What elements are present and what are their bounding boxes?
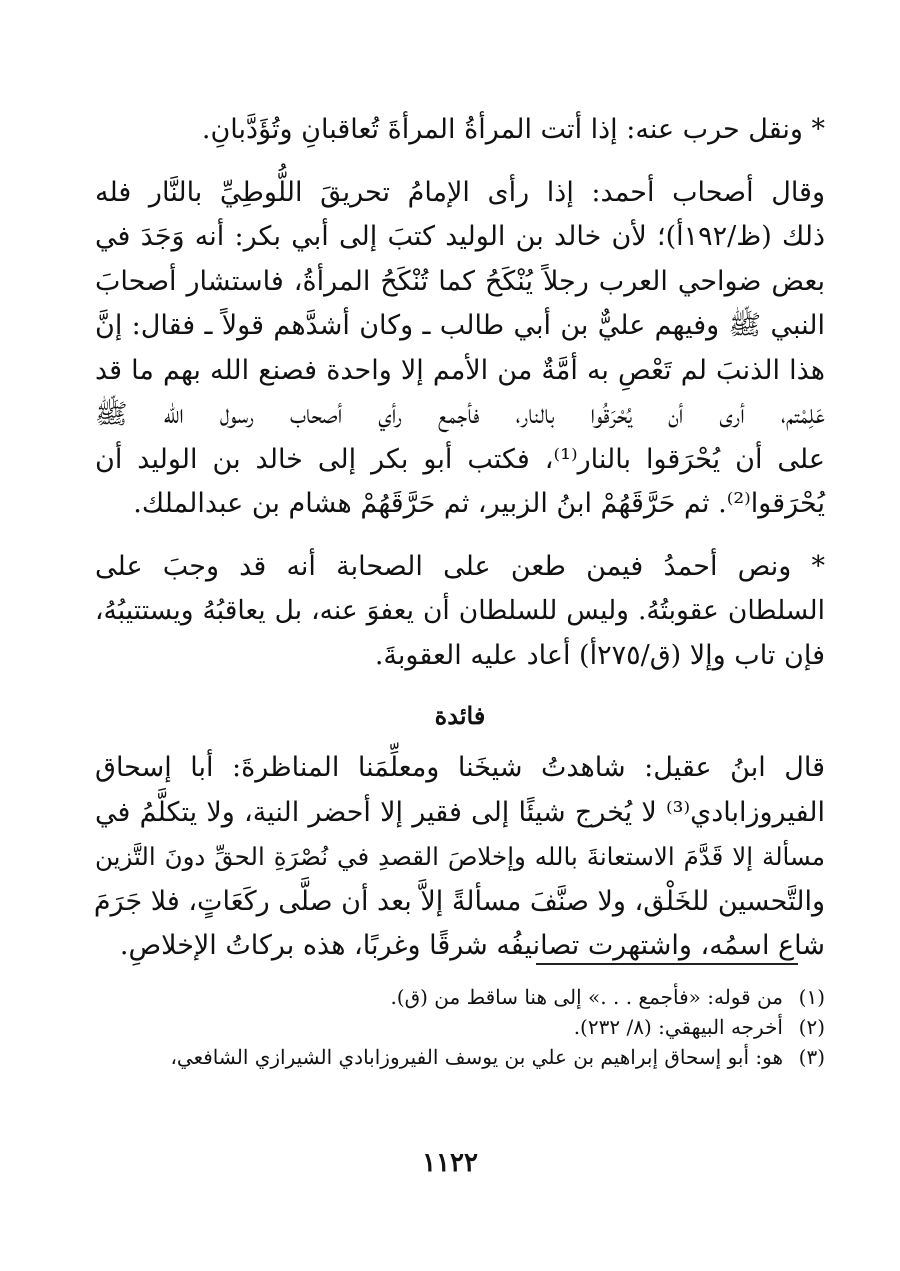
- text-line: بعض ضواحي العرب رجلاً يُنْكَحُ كما تُنْكَحُ المرأةُ، فاستشار أصحابَ: [95, 265, 825, 297]
- text-line: وقال أصحاب أحمد: إذا رأى الإمامُ تحريقَ اللُّوطِيِّ بالنَّار فله: [95, 176, 825, 208]
- footnote-2: [95, 1012, 825, 1042]
- footnote-number: (٢): [798, 1015, 825, 1039]
- text-line: عَلِمْتم، أرى أن يُحْرَقُوا بالنار، فأجمع رأي أصحاب رسول الله ﷺ: [95, 399, 825, 430]
- footnote-text: من قوله: «فأجمع . . .» إلى هنا ساقط من (ق).: [390, 985, 783, 1009]
- paragraph-ashab-ahmad: [95, 171, 825, 527]
- text-line: على أن يُحْرَقوا بالنار⁽¹⁾، فكتب أبو بكر إلى خالد بن الوليد أن: [95, 443, 825, 475]
- text-line: * ونص أحمدُ فيمن طعن على الصحابة أنه قد وجبَ على: [95, 550, 825, 582]
- footnote-separator: [536, 963, 798, 965]
- text-line: الفيروزابادي⁽³⁾ لا يُخرج شيئًا إلى فقير إلا أحضر النية، ولا يتكلَّمُ في: [95, 796, 825, 828]
- footnote-number: (٣): [798, 1045, 825, 1069]
- text-line: هذا الذنبَ لم تَعْصِ به أمَّةٌ من الأمم إلا واحدة فصنع الله بهم ما قد: [95, 354, 825, 386]
- footnote-text: هو: أبو إسحاق إبراهيم بن علي بن يوسف الفيروزابادي الشيرازي الشافعي،: [170, 1045, 783, 1069]
- page-number: ١١٢٢: [422, 1148, 478, 1178]
- text-line: شاع اسمُه، واشتهرت تصانيفُه شرقًا وغربًا، هذه بركاتُ الإخلاصِ.: [119, 930, 825, 961]
- footnote-3-continued: [95, 1072, 825, 1102]
- text-line: يُحْرَقوا⁽²⁾. ثم حَرَّقَهُمْ ابنُ الزبير، ثم حَرَّقَهُمْ هشام بن عبدالملك.: [133, 488, 825, 519]
- footnote-1: [95, 982, 825, 1012]
- footnote-text: أخرجه البيهقي: (٨/ ٢٣٢).: [573, 1015, 783, 1039]
- text-line: النبي ﷺ وفيهم عليٌّ بن أبي طالب ـ وكان أشدَّهم قولاً ـ فقال: إنَّ: [95, 310, 825, 341]
- text-line: ذلك (ظ/١٩٢أ)؛ لأن خالد بن الوليد كتبَ إلى أبي بكر: أنه وَجَدَ في: [95, 221, 825, 252]
- text-line: فإن تاب وإلا (ق/٢٧٥أ) أعاد عليه العقوبةَ.: [374, 639, 825, 671]
- footnote-number: (١): [798, 985, 825, 1009]
- footnotes: [95, 982, 825, 1102]
- text-line: والتَّحسين للخَلْق، ولا صنَّفَ مسألةً إلاَّ بعد أن صلَّى ركَعَاتٍ، فلا جَرَمَ: [93, 885, 825, 917]
- section-heading: فائدة: [434, 701, 486, 730]
- text-line: السلطان عقوبتُهُ. وليس للسلطان أن يعفوَ عنه، بل يعاقبُهُ ويستتيبُهُ،: [95, 595, 825, 626]
- paragraph-sahaba: [95, 545, 825, 679]
- paragraph-harb: [95, 108, 825, 153]
- text-line: مسألة إلا قَدَّمَ الاستعانةَ بالله وإخلاصَ القصدِ في نُصْرَةِ الحقِّ دونَ التَّزين: [95, 842, 825, 871]
- paragraph-ibn-aqil: [95, 746, 825, 969]
- text-line: قال ابنُ عقيل: شاهدتُ شيخَنا ومعلِّمَنا المناظرةَ: أبا إسحاق: [95, 752, 825, 783]
- text-line: * ونقل حرب عنه: إذا أتت المرأةُ المرأةَ تُعاقبانِ وتُؤَدَّبانِ.: [201, 114, 825, 145]
- footnote-3: [95, 1042, 825, 1072]
- main-text: [95, 108, 825, 969]
